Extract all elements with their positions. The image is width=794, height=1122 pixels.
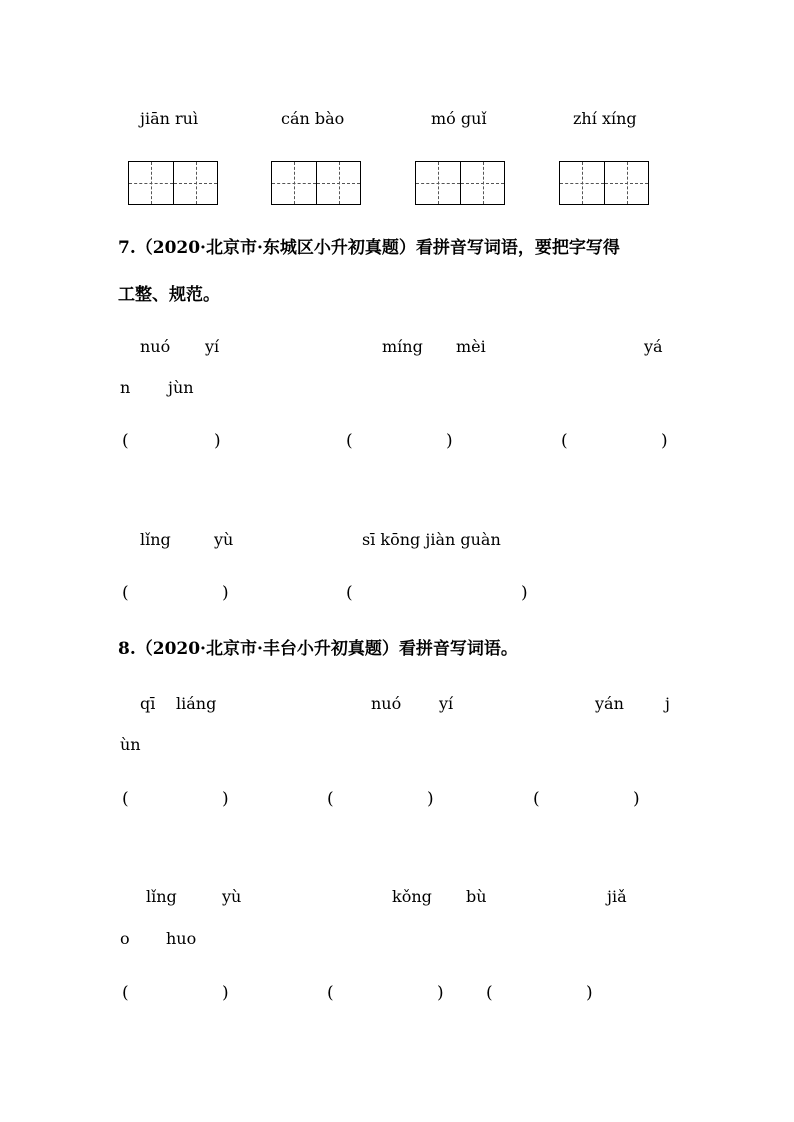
q7-r1-pinyin-1: nuó [140,337,171,356]
writing-grid-4[interactable] [559,161,649,205]
q8-r2-answer-3-open[interactable]: ( [486,983,493,1003]
q8-r2-answer-3-close: ) [586,983,593,1003]
q7-r1-pinyin-3: míng [382,337,423,356]
q7-r2-pinyin-2: yù [214,530,234,549]
q7-r2-pinyin-3: sī kōng jiàn guàn [362,530,501,549]
q8-r1-answer-3-open[interactable]: ( [533,789,540,809]
q8-r1-answer-3-close: ) [633,789,640,809]
q6-pinyin-2: cán bào [281,109,345,128]
q7-title: 7.（2020·北京市·东城区小升初真题）看拼音写词语，要把字写得 [118,238,620,258]
q7-r1-pinyin-4: mèi [456,337,486,356]
writing-grid-1[interactable] [128,161,218,205]
q8-r2-pinyin-4: bù [466,887,487,906]
q8-r1-answer-2-close: ) [427,789,434,809]
q8-r2-answer-1-open[interactable]: ( [122,983,129,1003]
q7-r2-answer-2-open[interactable]: ( [346,583,353,603]
q6-pinyin-3: mó guǐ [431,109,487,128]
q7-r2-answer-1-open[interactable]: ( [122,583,129,603]
q7-r1-answer-2-close: ) [446,431,453,451]
q7-r1-answer-1-close: ) [214,431,221,451]
q8-r1-pinyin-5: yán [595,694,624,713]
q8-r1-pinyin-7: ùn [120,735,141,754]
q8-r1-answer-2-open[interactable]: ( [327,789,334,809]
q7-r2-pinyin-1: lǐng [140,530,171,549]
writing-grid-2[interactable] [271,161,361,205]
q6-pinyin-1: jiān ruì [140,109,199,128]
q8-r2-answer-1-close: ) [222,983,229,1003]
q7-r1-answer-1-open[interactable]: ( [122,431,129,451]
q7-r2-answer-1-close: ) [222,583,229,603]
q8-r2-answer-2-close: ) [437,983,444,1003]
q7-r1-pinyin-5: yá [644,337,663,356]
q8-r1-answer-1-close: ) [222,789,229,809]
q8-r1-pinyin-2: liáng [176,694,217,713]
q8-r2-pinyin-5: jiǎ [607,887,627,906]
q8-r1-pinyin-1: qī [140,694,156,713]
q8-r1-pinyin-3: nuó [371,694,402,713]
q8-title: 8.（2020·北京市·丰台小升初真题）看拼音写词语。 [118,639,518,659]
q7-r1-answer-2-open[interactable]: ( [346,431,353,451]
q8-r2-pinyin-6: o [120,929,130,948]
q8-r2-pinyin-3: kǒng [392,887,432,906]
writing-grid-3[interactable] [415,161,505,205]
q7-r1-answer-3-close: ) [661,431,668,451]
q7-r1-pinyin-7: jùn [168,378,194,397]
q8-r1-pinyin-6: j [665,694,670,713]
q8-r1-pinyin-4: yí [439,694,454,713]
q6-pinyin-4: zhí xíng [573,109,637,128]
q8-r1-answer-1-open[interactable]: ( [122,789,129,809]
q8-r2-answer-2-open[interactable]: ( [327,983,334,1003]
q8-r2-pinyin-7: huo [166,929,197,948]
q7-r1-pinyin-2: yí [205,337,220,356]
q7-r1-answer-3-open[interactable]: ( [561,431,568,451]
q8-r2-pinyin-2: yù [222,887,242,906]
q8-r2-pinyin-1: lǐng [146,887,177,906]
q7-r1-pinyin-6: n [120,378,131,397]
q7-r2-answer-2-close: ) [521,583,528,603]
q7-title-continued: 工整、规范。 [118,285,220,305]
